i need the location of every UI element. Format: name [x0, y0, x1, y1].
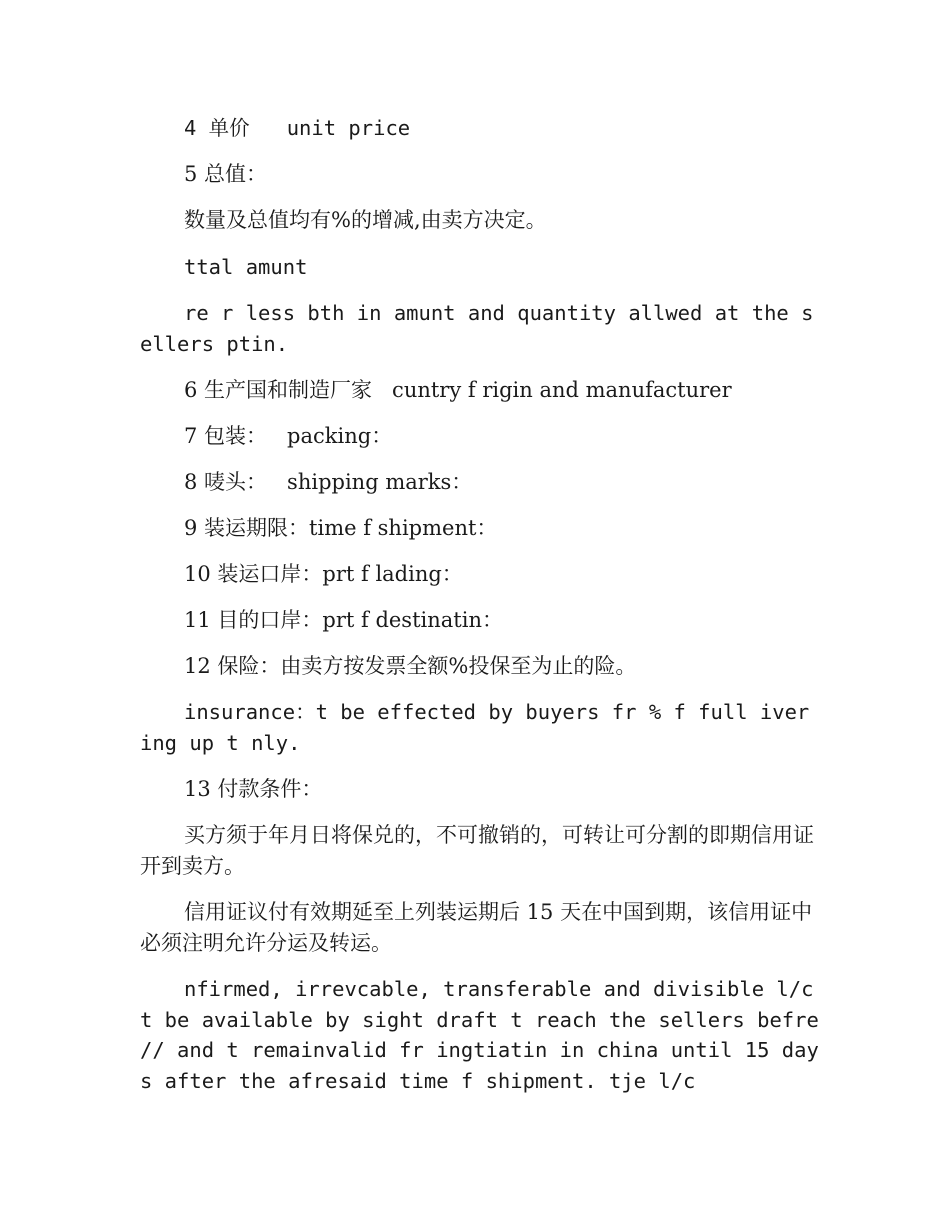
insurance-cn-line: 12 保险：由卖方按发票全额%投保至为止的险。: [184, 654, 637, 678]
loading-port-line: 10 装运口岸：prt f lading：: [184, 562, 463, 586]
insurance-en-paragraph: insurance：t be effected by buyers fr % f full ivering up t nly.: [140, 700, 810, 755]
shipment-time-line: 9 装运期限：time f shipment：: [184, 516, 498, 540]
unit-price-line: 4 单价 unit price: [184, 116, 411, 140]
more-less-paragraph: re r less bth in amunt and quantity allwed at the sellers ptin.: [140, 301, 814, 356]
packing-line: 7 包装： packing：: [184, 424, 393, 448]
payment-en-paragraph: nfirmed, irrevcable, transferable and divisible l/c t be available by sight draft t reach the sellers befre // and t remainvalid fr ingtiatin in china until 15 days after the afresaid time f shipment. tje l/c: [140, 977, 819, 1093]
destination-port-line: 11 目的口岸：prt f destinatin：: [184, 608, 503, 632]
shipping-marks-line: 8 唛头： shipping marks：: [184, 470, 473, 494]
quantity-note-line: 数量及总值均有%的增减,由卖方决定。: [184, 208, 547, 232]
payment-cn-paragraph-2: 信用证议付有效期延至上列装运期后 15 天在中国到期，该信用证中必须注明允许分运及转运。: [140, 900, 813, 955]
total-value-line: 5 总值：: [184, 162, 268, 186]
payment-cn-paragraph-1: 买方须于年月日将保兑的，不可撤销的，可转让可分割的即期信用证开到卖方。: [140, 823, 814, 878]
origin-line: 6 生产国和制造厂家 cuntry f rigin and manufacturer: [184, 378, 732, 402]
total-amount-line: ttal amunt: [184, 255, 308, 279]
payment-terms-line: 13 付款条件：: [184, 777, 323, 801]
